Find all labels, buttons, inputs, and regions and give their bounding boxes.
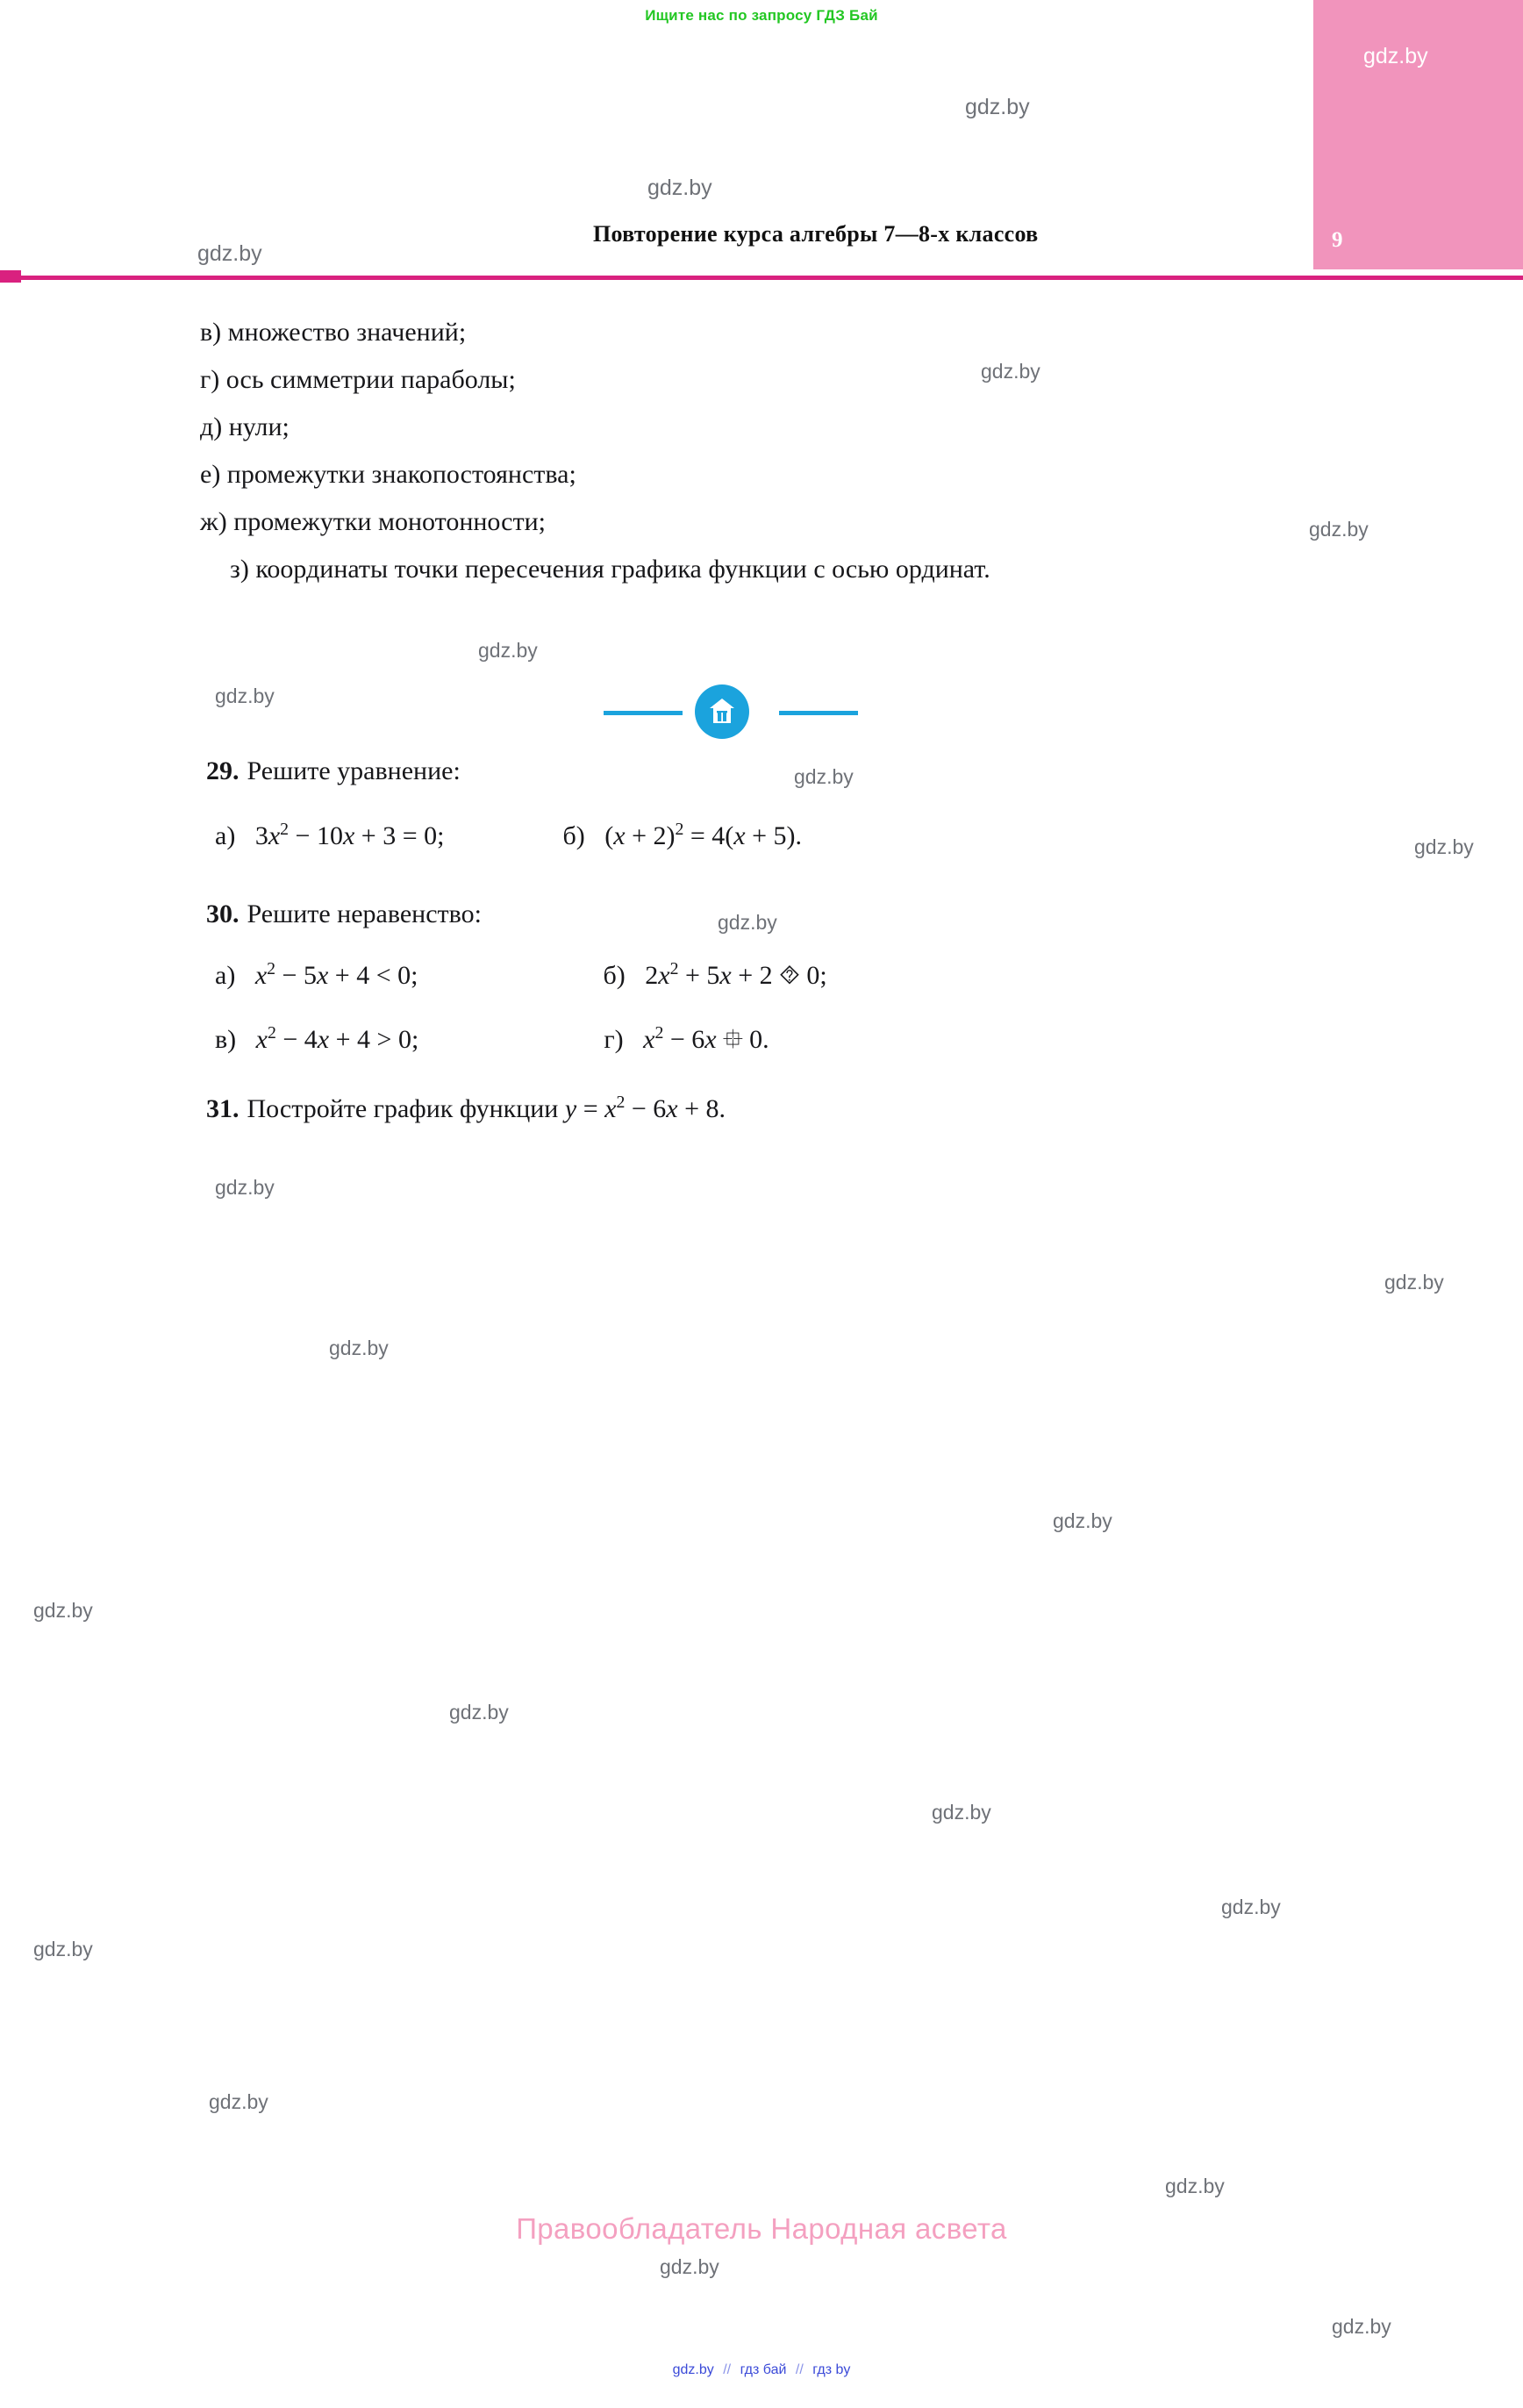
exercise-30-prompt: Решите неравенство:: [247, 899, 482, 928]
top-promo-text: Ищите нас по запросу ГДЗ Бай: [645, 7, 878, 24]
exercise-30-g-expression: $x^2 - 6x$ ⯐ 0.: [643, 1023, 769, 1054]
exercise-29-b-label: б): [562, 821, 585, 850]
page-title: Повторение курса алгебры 7—8-х классов: [593, 221, 1039, 247]
exercise-31-prompt-text: Постройте график функции $y = x^2 - 6x + 8$.: [247, 1093, 726, 1123]
footer-separator-1: //: [723, 2362, 732, 2377]
watermark-text: gdz.by: [647, 176, 712, 200]
exercise-30-b-expression: $2x^2 + 5x + 2$ ⯑ 0;: [632, 959, 827, 990]
exercise-30-heading: [206, 899, 482, 929]
home-icon: [709, 698, 735, 725]
ornament-line-right: [779, 711, 858, 715]
watermark-text: gdz.by: [197, 241, 262, 266]
watermark-text: gdz.by: [209, 2090, 268, 2113]
watermark-text: gdz.by: [932, 1801, 991, 1824]
copyright-notice: Правообладатель Народная асвета: [516, 2212, 1007, 2245]
header-divider: [0, 276, 1523, 280]
watermark-text: gdz.by: [794, 765, 854, 788]
task-continuation-list: [200, 309, 1349, 593]
section-ornament: [604, 684, 858, 741]
list-item: г) ось симметрии параболы;: [200, 365, 516, 394]
footer-link-2[interactable]: гдз бай: [740, 2362, 787, 2377]
watermark-text: gdz.by: [1414, 835, 1474, 858]
page-number: 9: [1332, 228, 1343, 252]
watermark-text: gdz.by: [215, 1176, 275, 1199]
exercise-29-b-expression: $(x + 2)^2 = 4(x + 5)$.: [591, 820, 803, 850]
exercise-30-a-expression: $x^2 - 5x + 4 < 0$;: [254, 959, 418, 990]
exercise-29-prompt: Решите уравнение:: [247, 756, 461, 785]
watermark-text: gdz.by: [1384, 1271, 1444, 1294]
exercise-30-number: 30.: [206, 899, 240, 928]
list-item: з) координаты точки пересечения графика функции с осью ординат.: [230, 555, 990, 584]
watermark-text: gdz.by: [449, 1701, 509, 1724]
watermark-text: gdz.by: [1221, 1896, 1281, 1918]
exercise-29-a-label: а): [215, 821, 236, 850]
watermark-text: gdz.by: [660, 2255, 719, 2278]
list-item: е) промежутки знакопостоянства;: [200, 460, 576, 489]
exercise-31-heading: [206, 1093, 726, 1124]
list-item: в) множество значений;: [200, 318, 467, 347]
exercise-29-a-expression: $3x^2 - 10x + 3 = 0$;: [241, 820, 445, 850]
exercise-30-g-label: г): [604, 1025, 624, 1054]
watermark-text: gdz.by: [965, 95, 1030, 119]
exercise-30-v-label: в): [215, 1025, 237, 1054]
footer-link-3[interactable]: гдз by: [812, 2362, 851, 2377]
watermark-text: gdz.by: [33, 1599, 93, 1622]
footer-links[interactable]: [0, 2362, 1523, 2378]
watermark-text: gdz.by: [1165, 2175, 1225, 2197]
watermark-text: gdz.by: [478, 639, 538, 662]
exercise-29-number: 29.: [206, 756, 240, 785]
watermark-text: gdz.by: [718, 911, 777, 934]
watermark-text: gdz.by: [215, 684, 275, 707]
exercise-30-a-label: а): [215, 961, 236, 990]
watermark-text: gdz.by: [33, 1938, 93, 1960]
watermark-text: gdz.by: [1363, 44, 1428, 68]
watermark-text: gdz.by: [1053, 1509, 1112, 1532]
exercise-31-number: 31.: [206, 1094, 240, 1123]
page-number-block: [1313, 0, 1523, 269]
watermark-text: gdz.by: [1332, 2315, 1391, 2338]
list-item: д) нули;: [200, 412, 290, 441]
exercise-29-heading: [206, 756, 461, 786]
watermark-text: gdz.by: [981, 360, 1040, 383]
watermark-text: gdz.by: [1309, 518, 1369, 541]
header-divider-tab: [0, 270, 21, 283]
footer-link-1[interactable]: gdz.by: [672, 2362, 714, 2377]
exercise-29-items: [215, 820, 802, 851]
exercise-30-v-expression: $x^2 - 4x + 4 > 0$;: [255, 1023, 419, 1054]
watermark-text: gdz.by: [329, 1337, 389, 1359]
ornament-line-left: [604, 711, 683, 715]
footer-separator-2: //: [795, 2362, 804, 2377]
exercise-30-row-1: [215, 959, 827, 991]
exercise-30-b-label: б): [603, 961, 626, 990]
list-item: ж) промежутки монотонности;: [200, 507, 546, 536]
exercise-30-row-2: [215, 1020, 769, 1064]
